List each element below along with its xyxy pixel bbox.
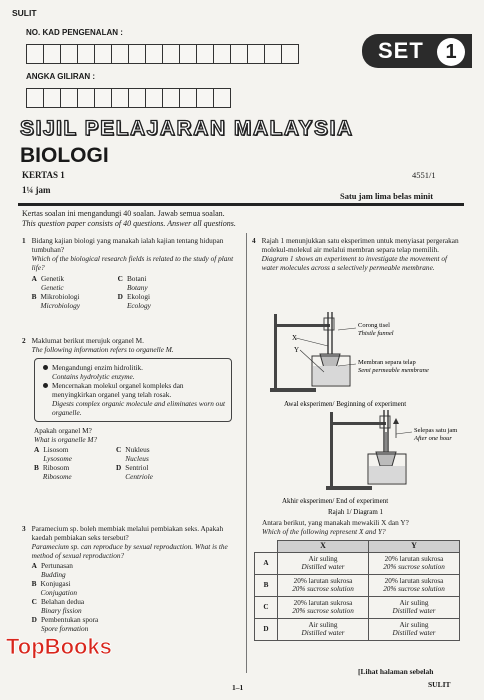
cell-text: Air suling <box>308 620 338 629</box>
duration-text: Satu jam lima belas minit <box>340 191 434 201</box>
question-4 <box>252 236 464 272</box>
bullet-text: Mencernakan molekul organel kompleks dan menyingkirkan organel yang telah rosak. <box>52 381 184 399</box>
cell-y <box>369 618 460 640</box>
column-divider <box>246 233 247 673</box>
question-ask: Apakah organel M? <box>34 426 92 435</box>
cell-x <box>278 552 369 574</box>
info-bullet <box>43 381 225 417</box>
sulit-label: SULIT <box>12 8 37 18</box>
option-text: Ekologi <box>126 292 151 301</box>
apparatus-end <box>326 410 412 490</box>
option-a[interactable] <box>34 445 116 463</box>
page-number: 1–1 <box>232 683 244 692</box>
cell-y <box>369 552 460 574</box>
option-letter: D <box>117 292 123 301</box>
question-stem-english: Paramecium sp. can reproduce by sexual reproduction. What is the method of sexual reproduction? <box>31 542 228 560</box>
membrane-label-english: Semi permeable membrane <box>358 367 429 374</box>
row-letter: C <box>255 596 278 618</box>
row-letter: A <box>255 552 278 574</box>
next-page-note: [Lihat halaman sebelah <box>358 667 434 676</box>
subject-title: BIOLOGI <box>20 144 109 167</box>
option-letter: C <box>117 274 123 283</box>
index-number-boxes[interactable] <box>26 88 230 108</box>
question-number: 4 <box>252 236 256 245</box>
question-stem-english: Which of the biological research fields is related to the study of plant life? <box>31 254 234 272</box>
question-stem-english: The following information refers to organelle M. <box>31 345 174 354</box>
option-text-english: Budding <box>40 570 66 579</box>
index-number-label: ANGKA GILIRAN : <box>26 72 96 81</box>
after-label-english: After one hour <box>414 435 452 442</box>
table-row[interactable] <box>255 552 460 574</box>
topbooks-logo: TopBooks <box>6 634 112 659</box>
option-letter: A <box>31 274 37 283</box>
cell-text: 20% larutan sukrosa <box>384 554 444 563</box>
option-c[interactable] <box>116 445 202 463</box>
option-text: Genetik <box>40 274 65 283</box>
cell-text-english: Distilled water <box>301 629 345 637</box>
option-c[interactable] <box>32 597 238 615</box>
cell-x <box>278 596 369 618</box>
option-letter: B <box>31 579 37 588</box>
cell-text: Air suling <box>308 554 338 563</box>
option-d[interactable] <box>118 292 204 310</box>
option-d[interactable] <box>32 615 238 633</box>
option-text: Botani <box>126 274 147 283</box>
ic-number-label: NO. KAD PENGENALAN : <box>26 28 123 37</box>
bullet-text-english: Contains hydrolytic enzyme. <box>52 372 135 381</box>
option-text: Konjugasi <box>40 579 71 588</box>
question-number: 1 <box>22 236 26 245</box>
table-row[interactable] <box>255 596 460 618</box>
sulit-footer: SULIT <box>428 680 451 689</box>
after-label: Selepas satu jam <box>414 427 458 434</box>
cell-text: Air suling <box>399 598 429 607</box>
cell-text-english: 20% sucrose solution <box>292 585 354 593</box>
label-x: X <box>292 334 298 342</box>
question-number: 3 <box>22 524 26 533</box>
option-letter: A <box>31 561 37 570</box>
option-text: Pertunasan <box>40 561 73 570</box>
option-text-english: Lysosome <box>43 454 72 463</box>
question-stem: Rajah 1 menunjukkan satu eksperimen untuk menyiasat pergerakan molekul-molekul air melalui membran separa telap memilih. <box>261 236 459 254</box>
option-letter: B <box>31 292 37 301</box>
table-row[interactable] <box>255 574 460 596</box>
option-d[interactable] <box>116 463 202 481</box>
option-letter: B <box>34 463 39 472</box>
option-letter: C <box>116 445 122 454</box>
option-b[interactable] <box>32 292 118 310</box>
cell-x <box>278 574 369 596</box>
osmosis-diagram <box>256 306 466 516</box>
cell-text: 20% larutan sukrosa <box>293 576 353 585</box>
caption-end: Akhir eksperimen/ End of experiment <box>282 497 389 505</box>
question-stem: Bidang kajian biologi yang manakah ialah kajian tentang hidupan tumbuhan? <box>31 236 224 254</box>
option-text: Lisosom <box>43 445 69 454</box>
option-text-english: Binary fission <box>40 606 82 615</box>
option-text-english: Spore formation <box>40 624 89 633</box>
caption-start: Awal eksperimen/ Beginning of experiment <box>284 400 407 408</box>
question-ask-english: What is organelle M? <box>34 435 98 444</box>
cell-text-english: 20% sucrose solution <box>292 607 354 615</box>
option-text: Ribosom <box>42 463 70 472</box>
table-row[interactable] <box>255 618 460 640</box>
column-header-y: Y <box>369 541 460 553</box>
option-text: Sentriol <box>125 463 149 472</box>
option-text-english: Microbiology <box>40 301 80 310</box>
cell-x <box>278 618 369 640</box>
option-text-english: Ecology <box>126 301 151 310</box>
option-text-english: Botany <box>126 283 148 292</box>
label-y: Y <box>294 346 300 354</box>
option-text-english: Genetic <box>40 283 64 292</box>
option-text-english: Ribosome <box>42 472 72 481</box>
question-4-ask <box>262 518 462 536</box>
option-letter: D <box>116 463 122 472</box>
paper-label: KERTAS 1 <box>22 170 65 180</box>
row-letter: D <box>255 618 278 640</box>
info-bullet <box>43 363 225 381</box>
cell-text-english: Distilled water <box>301 563 345 571</box>
question-stem: Maklumat berikut merujuk organel M. <box>31 336 144 345</box>
cell-text: 20% larutan sukrosa <box>384 576 444 585</box>
set-label: SET <box>378 38 424 63</box>
option-letter: D <box>31 615 37 624</box>
duration: 1¼ jam <box>22 185 51 195</box>
instructions <box>22 209 236 229</box>
option-text-english: Centriole <box>125 472 153 481</box>
bullet-text: Mengandungi enzim hidrolitik. <box>52 363 143 372</box>
cell-text-english: Distilled water <box>392 607 436 615</box>
ic-number-boxes[interactable] <box>26 44 298 64</box>
cell-y <box>369 596 460 618</box>
set-number: 1 <box>437 38 465 66</box>
option-letter: C <box>31 597 37 606</box>
option-text: Mikrobiologi <box>40 292 80 301</box>
option-b[interactable] <box>34 463 116 481</box>
cell-text: Air suling <box>399 620 429 629</box>
funnel-label-english: Thistle funnel <box>358 330 394 337</box>
apparatus-start <box>270 312 356 392</box>
cell-y <box>369 574 460 596</box>
option-text: Nukleus <box>125 445 150 454</box>
question-number: 2 <box>22 336 26 345</box>
option-letter: A <box>34 445 40 454</box>
question-3 <box>22 524 238 633</box>
exam-title: SIJIL PELAJARAN MALAYSIA <box>20 117 354 140</box>
instructions-malay: Kertas soalan ini mengandungi 40 soalan. Jawab semua soalan. <box>22 209 225 218</box>
question-ask-english: Which of the following represent X and Y? <box>262 527 386 536</box>
option-b[interactable] <box>32 579 238 597</box>
option-a[interactable] <box>32 274 118 292</box>
option-a[interactable] <box>32 561 238 579</box>
funnel-label: Corong tisel <box>358 322 390 329</box>
cell-text-english: 20% sucrose solution <box>383 585 445 593</box>
cell-text-english: 20% sucrose solution <box>383 563 445 571</box>
question-stem-english: Diagram 1 shows an experiment to investigate the movement of water molecules across a selectively permeable membrane. <box>261 254 448 272</box>
option-text-english: Conjugation <box>40 588 78 597</box>
column-header-x: X <box>278 541 369 553</box>
instructions-english: This question paper consists of 40 questions. Answer all questions. <box>22 219 236 228</box>
row-letter: B <box>255 574 278 596</box>
question-1 <box>22 236 238 310</box>
bullet-text-english: Digests complex organic molecule and eliminates worn out organelle. <box>52 399 226 417</box>
question-2 <box>22 336 238 481</box>
option-text-english: Nucleus <box>125 454 149 463</box>
title-rule <box>18 203 464 206</box>
option-text: Pembentukan spora <box>40 615 99 624</box>
answer-table-wrap <box>254 540 460 641</box>
info-box <box>34 358 232 422</box>
diagram-caption: Rajah 1/ Diagram 1 <box>328 508 384 516</box>
membrane-label: Membran separa telap <box>358 359 416 366</box>
question-stem: Paramecium sp. boleh membiak melalui pembiakan seks. Apakah kaedah pembiakan seks tersebut? <box>31 524 224 542</box>
table-header-row <box>255 541 460 553</box>
option-text: Belahan dedua <box>40 597 85 606</box>
cell-text: 20% larutan sukrosa <box>293 598 353 607</box>
paper-code: 4551/1 <box>412 170 436 180</box>
option-c[interactable] <box>118 274 204 292</box>
cell-text-english: Distilled water <box>392 629 436 637</box>
question-ask: Antara berikut, yang manakah mewakili X dan Y? <box>262 518 409 527</box>
answer-table <box>254 540 460 641</box>
